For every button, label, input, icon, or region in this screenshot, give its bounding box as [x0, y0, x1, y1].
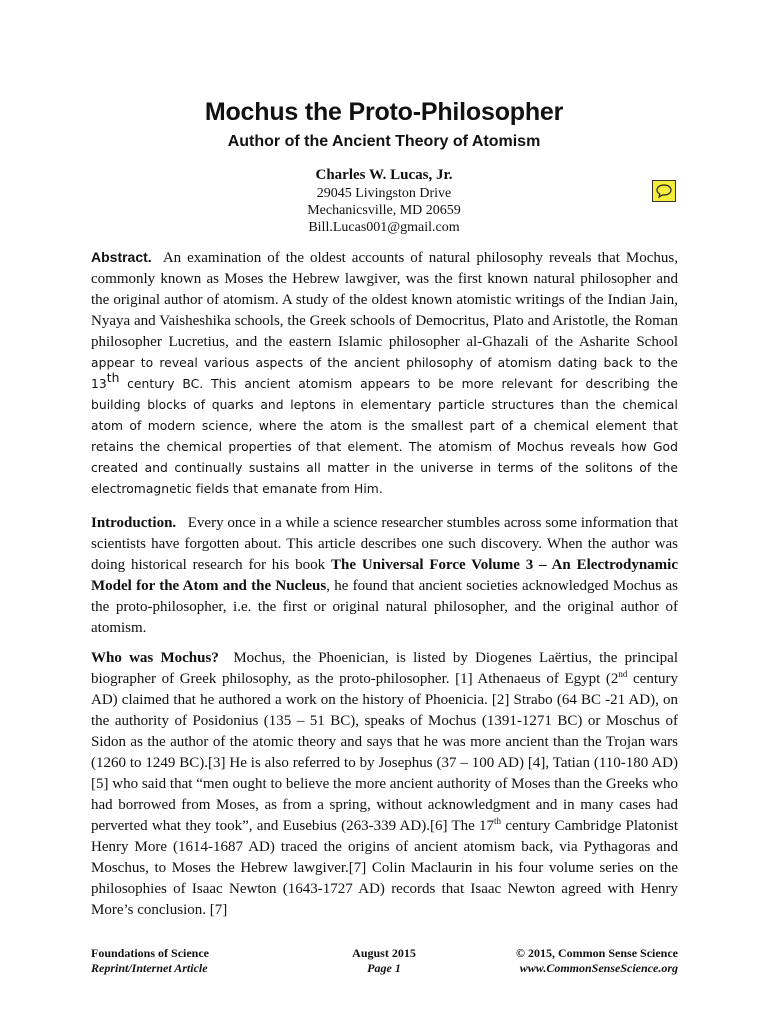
who-was-mochus-label: Who was Mochus?	[91, 650, 219, 666]
abstract-label: Abstract.	[91, 249, 152, 265]
author-city: Mechanicsville, MD 20659	[307, 203, 461, 218]
introduction-paragraph	[91, 513, 678, 639]
footer-right	[516, 946, 678, 976]
who-sup-2: th	[494, 816, 502, 826]
footer-copyright: © 2015, Common Sense Science	[516, 946, 678, 960]
abstract-text-sans-1: appear to reveal various aspects of the ancient philosophy of atomism dating back to the 13	[91, 356, 678, 391]
footer-date: August 2015	[352, 946, 416, 960]
footer-journal: Foundations of Science	[91, 946, 210, 960]
who-sup-1: nd	[618, 669, 628, 679]
footer-article-type: Reprint/Internet Article	[91, 961, 208, 975]
introduction-label: Introduction.	[91, 515, 177, 531]
introduction-text-2: , he found that ancient societies acknowledged Mochus as the proto-philosopher, i.e. the first or original natural philosopher, and the original author of atomism.	[91, 578, 678, 636]
footer-page-number: Page 1	[367, 961, 401, 975]
who-text-2: century AD) claimed that he authored a work on the history of Phoenicia. [2] Strabo (64 BC -21 AD), on the authority of Posidonius (135 – 51 BC), speaks of Mochus (1391-1271 BC) or Moschus of Sidon as the author of the atomic theory and says that he was more ancient than the Trojan wars (1260 to 1249 BC).[3] He is also referred to by Josephus (37 – 100 AD) [4], Tatian (110-180 AD) [5] who said that “men ought to believe the more ancient authority of Moses than the Greeks who had borrowed from Moses, as from a spring, without acknowledgment and in many cases had perverted what they took”, and Eusebius (263-339 AD).[6] The 17	[91, 671, 678, 834]
abstract-text-serif: An examination of the oldest accounts of natural philosophy reveals that Mochus, commonly known as Moses the Hebrew lawgiver, was the first known natural philosopher and the original author of atomism. A study of the oldest known atomistic writings of the Indian Jain, Nyaya and Vaisheshika schools, the Greek schools of Democritus, Plato and Aristotle, the Roman philosopher Lucretius, and the eastern Islamic philosopher al-Ghazali of the Asharite School	[91, 250, 678, 350]
who-text-3: century Cambridge Platonist Henry More (1614-1687 AD) traced the origins of ancient atomism back, via Pythagoras and Moschus, to Moses the Hebrew lawgiver.[7] Colin Maclaurin in his four volume series on the philosophies of Isaac Newton (1643-1727 AD) records that Isaac Newton agreed with Henry More’s conclusion. [7]	[91, 818, 679, 918]
book-title: The Universal Force Volume 3 – An Electrodynamic Model for the Atom and the Nucleus	[91, 557, 678, 594]
abstract-paragraph	[91, 247, 678, 500]
abstract-sup: th	[106, 371, 120, 385]
speech-bubble-icon[interactable]	[652, 180, 676, 202]
author-street: 29045 Livingston Drive	[316, 186, 452, 201]
footer-left	[91, 946, 209, 976]
footer-center	[320, 946, 448, 976]
paper-title: Mochus the Proto-Philosopher	[204, 98, 564, 126]
introduction-text-1: Every once in a while a science researcher stumbles across some information that scientists have forgotten about. This article describes one such discovery. When the author was doing historical research for his book	[91, 515, 679, 573]
who-text-1: Mochus, the Phoenician, is listed by Diogenes Laërtius, the principal biographer of Greek philosophy, as the proto-philosopher. [1] Athenaeus of Egypt (2	[91, 650, 678, 687]
author-name: Charles W. Lucas, Jr.	[315, 167, 453, 183]
author-email[interactable]: Bill.Lucas001@gmail.com	[308, 220, 460, 235]
paper-subtitle: Author of the Ancient Theory of Atomism	[227, 133, 541, 150]
who-was-mochus-paragraph	[91, 648, 678, 921]
abstract-text-sans-2: century BC. This ancient atomism appears to be more relevant for describing the building blocks of quarks and leptons in elementary particle structures than the chemical atom of modern science, where the atom is the smallest part of a chemical element that retains the chemical properties of that element. The atomism of Mochus reveals how God created and continually sustains all matter in the universe in terms of the solitons of the electromagnetic fields that emanate from Him.	[91, 377, 679, 496]
footer-website[interactable]: www.CommonSenseScience.org	[519, 961, 678, 975]
